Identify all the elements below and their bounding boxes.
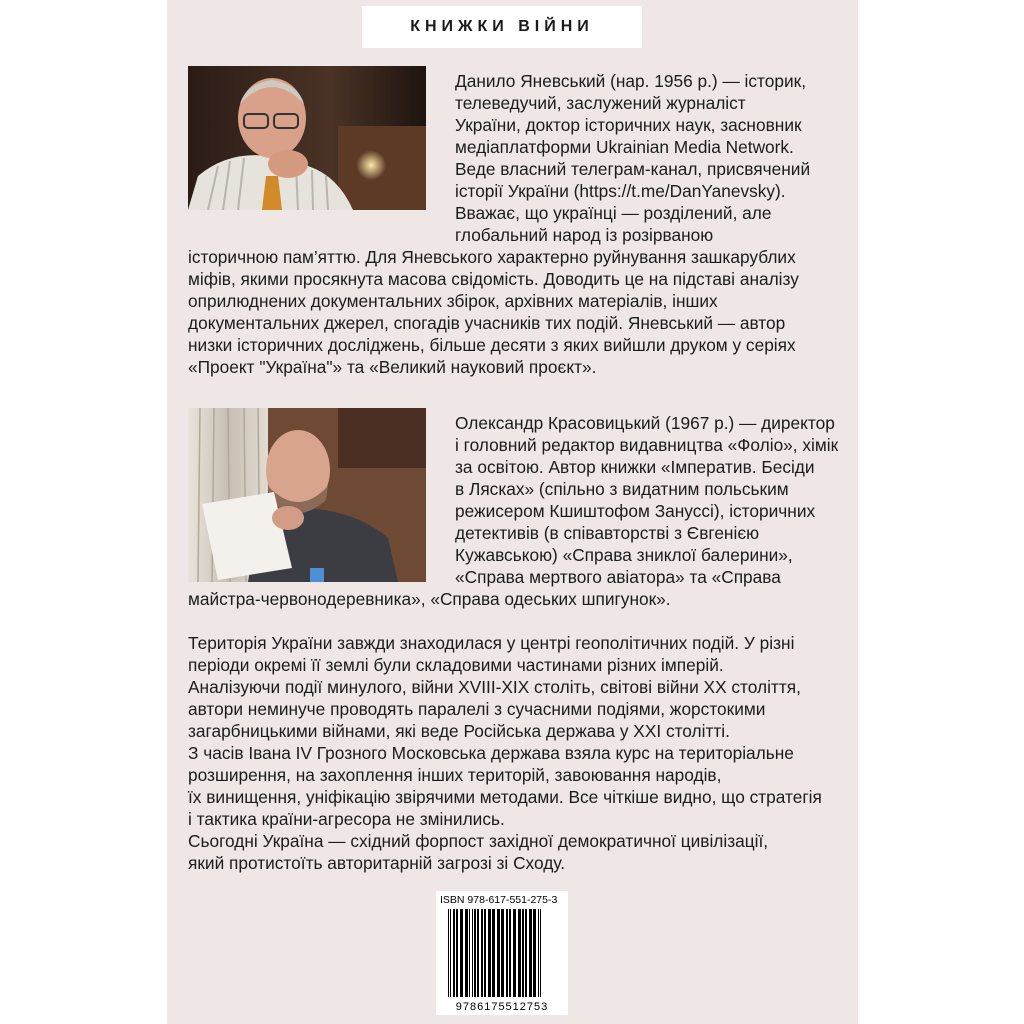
- series-label: КНИЖКИ ВІЙНИ: [362, 6, 642, 48]
- author1-line: Веде власний телеграм-канал, присвячений: [455, 159, 811, 179]
- barcode-bar: [472, 909, 473, 997]
- barcode-bar: [538, 909, 539, 997]
- annotation-line: який протистоїть авторитарній загрозі зі Сходу.: [188, 853, 566, 873]
- author2-line: в Лясках» (спільно з видатним польським: [455, 479, 789, 499]
- author-photo-krasovytsky: [188, 408, 426, 582]
- author1-line: «Проект "Україна"» та «Великий науковий проєкт».: [188, 357, 597, 377]
- barcode-bar: [540, 909, 541, 997]
- annotation-line: Аналізуючи події минулого, війни XVIII-XIX століть, світові війни XX століття,: [188, 677, 801, 697]
- barcode-bar: [453, 909, 455, 997]
- barcode-bar: [477, 909, 479, 997]
- barcode-bar: [533, 909, 536, 997]
- barcode-bar: [518, 909, 521, 997]
- barcode-bar: [492, 909, 495, 997]
- author-photo-yanevsky: [188, 66, 426, 210]
- barcode-bar: [456, 909, 458, 997]
- author1-line: історії України (https://t.me/DanYanevsky).: [455, 181, 786, 201]
- author1-line: глобальний народ із розірваною: [455, 225, 714, 245]
- annotation-line: періоди окремі її землі були складовими частинами різних імперій.: [188, 655, 724, 675]
- author2-line: детективів (в співавторстві з Євгенією: [455, 523, 760, 543]
- barcode-bar: [506, 909, 508, 997]
- author1-line: України, доктор історичних наук, засновник: [455, 115, 802, 135]
- annotation-line: і тактика країни-агресора не змінились.: [188, 809, 505, 829]
- author1-line: Данило Яневський (нар. 1956 р.) — історик,: [455, 71, 806, 91]
- barcode-bar: [497, 909, 500, 997]
- author1-line: телеведучий, заслужений журналіст: [455, 93, 746, 113]
- barcode-bar: [513, 909, 516, 997]
- author1-line: історичною пам’яттю. Для Яневського характерно руйнування зашкарублих: [188, 247, 796, 267]
- author2-line: «Справа мертвого авіатора» та «Справа: [455, 567, 781, 587]
- author2-line: за освітою. Автор книжки «Імператив. Бесіди: [455, 457, 815, 477]
- barcode-bar: [460, 909, 463, 997]
- barcode-bar: [509, 909, 511, 997]
- barcode-bar: [465, 909, 468, 997]
- barcode-bar: [529, 909, 532, 997]
- annotation-line: автори неминуче проводять паралелі з сучасними подіями, жорстокими: [188, 699, 766, 719]
- barcode-bar: [474, 909, 476, 997]
- annotation-line: загарбницькими війнами, які веде Російська держава у XXI столітті.: [188, 721, 730, 741]
- author1-line: медіаплатформи Ukrainian Media Network.: [455, 137, 794, 157]
- author2-line: і головний редактор видавництва «Фоліо», хімік: [455, 435, 839, 455]
- barcode-bar: [448, 909, 449, 997]
- annotation-line: З часів Івана IV Грозного Московська держава взяла курс на територіальне: [188, 743, 794, 763]
- isbn-number: ISBN 978-617-551-275-3: [440, 894, 558, 906]
- author1-line: оприлюднених документальних збірок, архівних матеріалів, інших: [188, 291, 718, 311]
- author1-line: міфів, якими просякнута масова свідомість. Доводить це на підставі аналізу: [188, 269, 799, 289]
- barcode-bar: [484, 909, 486, 997]
- barcode-bar: [488, 909, 491, 997]
- author2-line: Кужавською) «Справа зниклої балерини»,: [455, 545, 793, 565]
- barcode-bar: [450, 909, 451, 997]
- annotation-line: Територія України завжди знаходилася у центрі геополітичних подій. У різні: [188, 633, 795, 653]
- barcode-bars: [436, 891, 568, 1015]
- barcode-bar: [525, 909, 527, 997]
- annotation-line: Сьогодні Україна — східний форпост західної демократичної цивілізації,: [188, 831, 769, 851]
- barcode-bar: [501, 909, 504, 997]
- barcode-bar: [522, 909, 524, 997]
- author1-line: низки історичних досліджень, більше десяти з яких вийшли друком у серіях: [188, 335, 796, 355]
- isbn-barcode: [436, 891, 568, 1015]
- annotation-line: розширення, на захоплення інших територій, завоювання народів,: [188, 765, 722, 785]
- author1-line: документальних джерел, спогадів учасників тих подій. Яневський — автор: [188, 313, 786, 333]
- author2-line: майстра-червонодеревника», «Справа одеських шпигунок».: [188, 589, 671, 609]
- barcode-bar: [469, 909, 470, 997]
- author1-line: Вважає, що українці — розділений, але: [455, 203, 772, 223]
- barcode-digits: 9786175512753: [455, 1001, 549, 1013]
- annotation-line: їх винищення, уніфікацію звірячими методами. Все чіткіше видно, що стратегія: [188, 787, 822, 807]
- author2-line: Олександр Красовицький (1967 р.) — директор: [455, 413, 835, 433]
- barcode-bar: [481, 909, 483, 997]
- author2-line: режисером Кшиштофом Зануссі), історичних: [455, 501, 816, 521]
